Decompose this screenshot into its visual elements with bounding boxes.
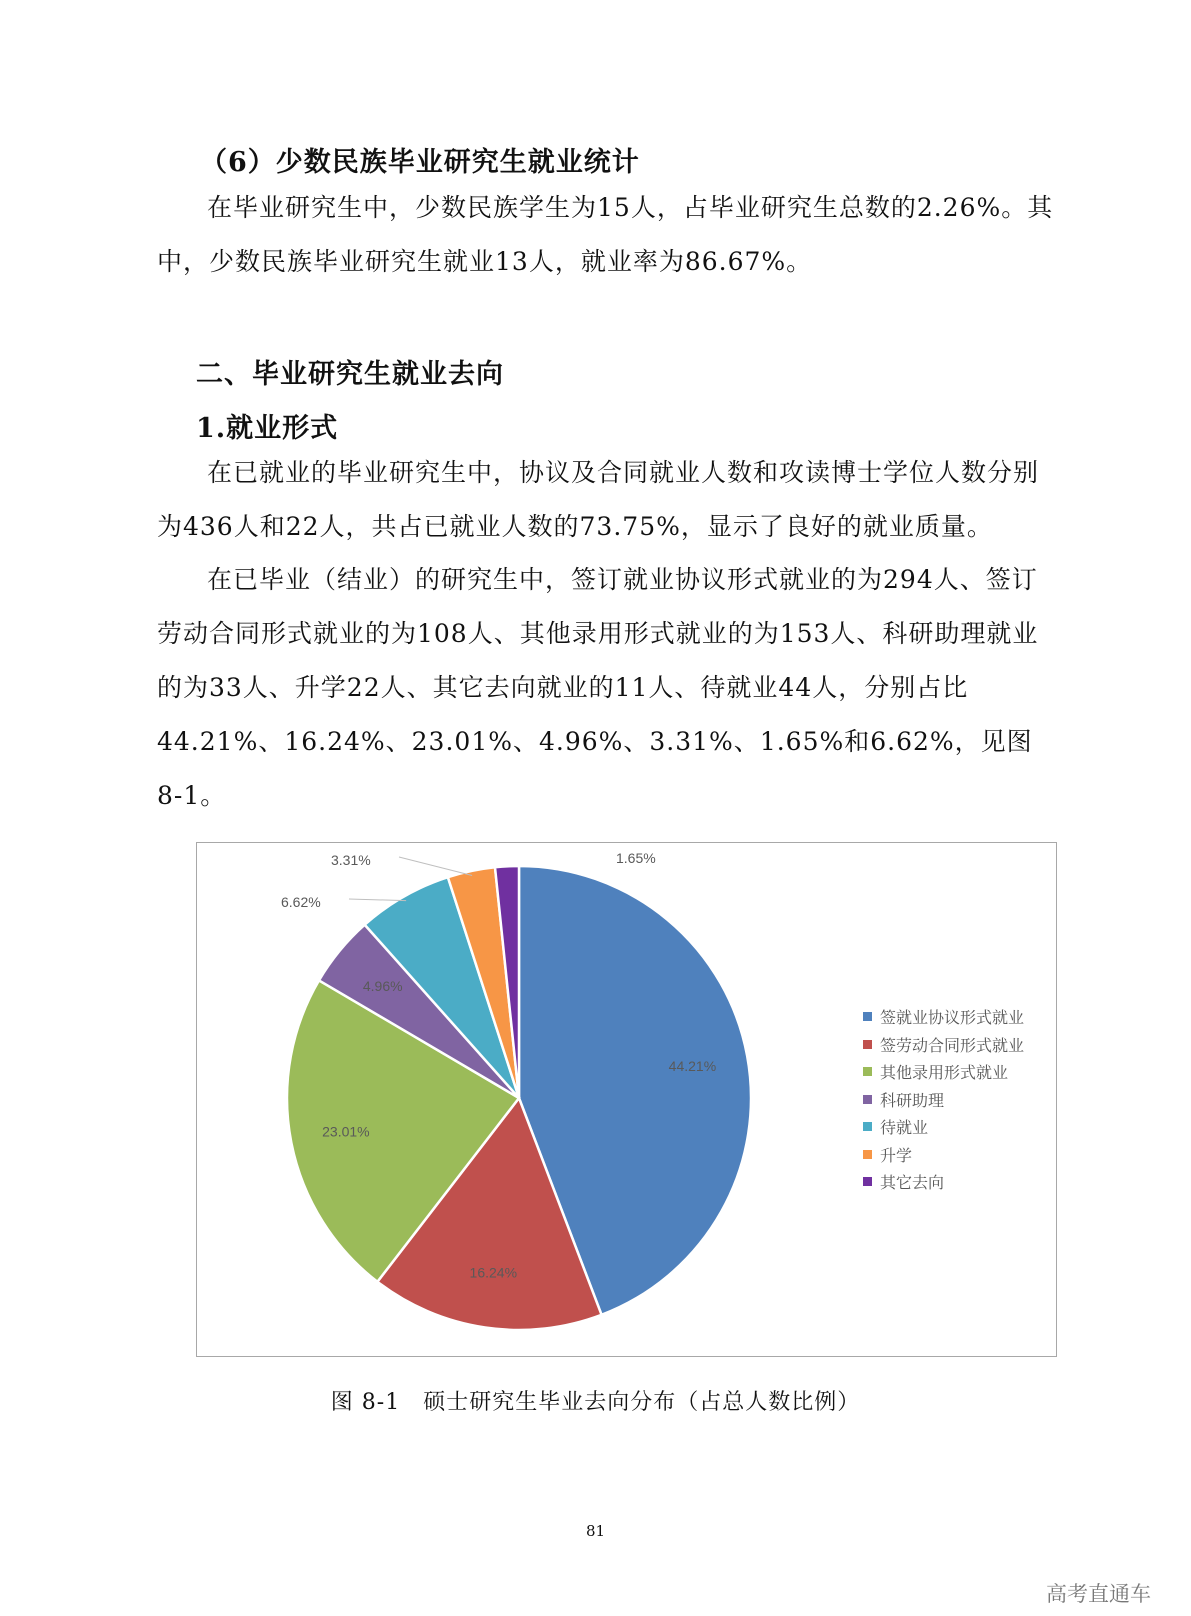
legend-label: 签就业协议形式就业 (880, 1008, 1025, 1028)
legend-swatch (863, 1095, 872, 1104)
watermark: 高考直通车 (1046, 1583, 1151, 1606)
legend-label: 科研助理 (880, 1090, 945, 1110)
legend-label: 待就业 (880, 1118, 929, 1138)
data-label-7: 1.65% (616, 850, 656, 866)
legend-swatch (863, 1122, 872, 1131)
legend-swatch (863, 1177, 872, 1186)
legend-swatch (863, 1067, 872, 1076)
leader-line-6 (399, 857, 472, 876)
legend-label: 升学 (880, 1145, 913, 1165)
data-label-2: 16.24% (469, 1264, 518, 1281)
legend-item-2 (863, 1031, 1024, 1059)
chart-legend (863, 1003, 1024, 1196)
page-number: 81 (585, 1522, 606, 1540)
para2-text: 在已毕业（结业）的研究生中，签订就业协议形式就业的为294人、签订劳动合同形式就业的为108人、其他录用形式就业的为153人、科研助理就业的为33人、升学22人、其它去向就业的11人、待就业44人，分别占比44.21%、16.24%、23.01%、4.96%、3.31%、1.65%和6.62%，见图8-1。 (157, 565, 1039, 810)
legend-item-3 (863, 1058, 1024, 1086)
legend-item-1 (863, 1003, 1024, 1031)
section2-heading: 二、毕业研究生就业去向 (196, 359, 504, 390)
section6-heading: （6）少数民族毕业研究生就业统计 (200, 147, 640, 178)
legend-swatch (863, 1012, 872, 1021)
legend-item-4 (863, 1086, 1024, 1114)
data-label-1: 44.21% (668, 1058, 717, 1075)
subsection1-heading: 1.就业形式 (196, 413, 339, 444)
legend-item-6 (863, 1141, 1024, 1169)
figure-caption: 图 8-1 硕士研究生毕业去向分布（占总人数比例） (330, 1390, 861, 1415)
paragraph-destinations (157, 553, 1057, 823)
para1-text: 在已就业的毕业研究生中，协议及合同就业人数和攻读博士学位人数分别为436人和22人，共占已就业人数的73.75%，显示了良好的就业质量。 (157, 458, 1040, 541)
data-label-5: 6.62% (281, 894, 321, 910)
section6-text: 在毕业研究生中，少数民族学生为15人，占毕业研究生总数的2.26%。其中，少数民族毕业研究生就业13人，就业率为86.67%。 (157, 193, 1054, 276)
section6-paragraph (157, 181, 1057, 289)
data-label-6: 3.31% (331, 852, 371, 868)
paragraph-employment-forms (157, 446, 1057, 554)
data-label-4: 4.96% (362, 978, 403, 995)
data-label-3: 23.01% (322, 1123, 370, 1140)
pie-chart-figure (196, 842, 1057, 1357)
legend-swatch (863, 1040, 872, 1049)
legend-label: 其他录用形式就业 (880, 1063, 1009, 1083)
legend-item-5 (863, 1113, 1024, 1141)
legend-swatch (863, 1150, 872, 1159)
legend-label: 其它去向 (880, 1173, 945, 1193)
legend-label: 签劳动合同形式就业 (880, 1035, 1025, 1055)
legend-item-7 (863, 1168, 1024, 1196)
